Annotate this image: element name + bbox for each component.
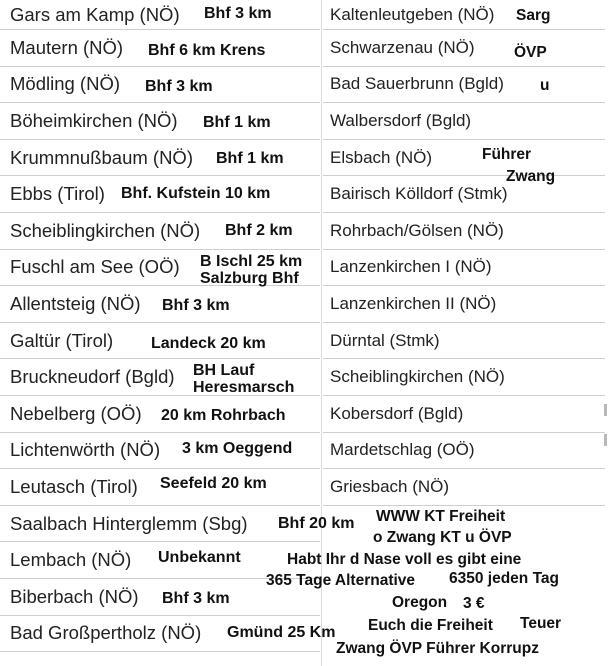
table-row xyxy=(323,176,605,213)
station-note: Bhf 3 km xyxy=(204,5,272,22)
place-name: Schwarzenau (NÖ) xyxy=(330,37,475,57)
station-note: B Ischl 25 km xyxy=(200,253,303,270)
place-name: Dürntal (Stmk) xyxy=(330,330,440,350)
place-name: Kaltenleutgeben (NÖ) xyxy=(330,4,495,24)
message-line: 6350 jeden Tag xyxy=(449,570,559,587)
message-line: 3 € xyxy=(463,595,485,612)
table-row xyxy=(0,506,320,543)
handwritten-word: u xyxy=(540,77,550,94)
station-note: Bhf 2 km xyxy=(225,222,293,239)
station-note: Seefeld 20 km xyxy=(160,475,267,492)
station-note: Landeck 20 km xyxy=(151,335,266,352)
message-line: Oregon xyxy=(392,594,448,611)
place-name: Fuschl am See (OÖ) xyxy=(10,256,180,278)
place-name: Griesbach (NÖ) xyxy=(330,476,450,496)
message-line: o Zwang KT u ÖVP xyxy=(373,529,512,546)
table-row xyxy=(0,0,320,30)
station-note: Bhf. Kufstein 10 km xyxy=(121,185,271,202)
message-line: 365 Tage Alternative xyxy=(266,572,416,589)
place-name: Scheiblingkirchen (NÖ) xyxy=(10,219,201,241)
place-name: Böheimkirchen (NÖ) xyxy=(10,109,178,131)
handwritten-word: ÖVP xyxy=(514,44,547,61)
station-note: Bhf 20 km xyxy=(278,515,355,532)
table-row xyxy=(323,213,605,250)
place-name: Lichtenwörth (NÖ) xyxy=(10,439,161,461)
right-place-column xyxy=(323,0,605,506)
station-note: BH Lauf xyxy=(193,362,255,379)
handwritten-word: Führer xyxy=(482,146,532,163)
station-note: Unbekannt xyxy=(158,549,241,566)
station-note: 3 km Oeggend xyxy=(182,440,293,457)
place-name: Lanzenkirchen II (NÖ) xyxy=(330,293,497,313)
edge-mark xyxy=(604,434,607,446)
place-name: Bad Großpertholz (NÖ) xyxy=(10,622,202,644)
place-name: Bairisch Kölldorf (Stmk) xyxy=(330,184,508,204)
place-name: Lembach (NÖ) xyxy=(10,549,132,571)
station-note: Heresmarsch xyxy=(193,379,295,396)
station-note: Salzburg Bhf xyxy=(200,270,299,287)
message-line: Habt Ihr d Nase voll es gibt eine xyxy=(287,551,522,568)
table-row xyxy=(323,396,605,433)
station-note: Bhf 3 km xyxy=(162,590,230,607)
station-note: Bhf 6 km Krens xyxy=(148,42,266,59)
station-note: Bhf 1 km xyxy=(203,114,271,131)
place-name: Krummnußbaum (NÖ) xyxy=(10,146,193,168)
table-row xyxy=(323,433,605,470)
place-name: Mardetschlag (OÖ) xyxy=(330,440,475,460)
table-row xyxy=(323,30,605,67)
place-name: Mautern (NÖ) xyxy=(10,36,124,58)
station-note: Bhf 3 km xyxy=(145,78,213,95)
place-name: Mödling (NÖ) xyxy=(10,73,120,95)
message-line: Zwang ÖVP Führer Korrupz xyxy=(336,640,539,657)
place-name: Kobersdorf (Bgld) xyxy=(330,403,464,423)
place-name: Scheiblingkirchen (NÖ) xyxy=(330,367,505,387)
edge-mark xyxy=(604,404,607,416)
place-name: Ebbs (Tirol) xyxy=(10,183,105,205)
station-note: 20 km Rohrbach xyxy=(161,407,286,424)
table-row xyxy=(323,359,605,396)
place-name: Allentsteig (NÖ) xyxy=(10,292,141,314)
place-name: Bruckneudorf (Bgld) xyxy=(10,366,175,388)
table-row xyxy=(323,250,605,287)
place-name: Nebelberg (OÖ) xyxy=(10,402,142,424)
message-line: WWW KT Freiheit xyxy=(376,508,506,525)
table-row xyxy=(323,140,605,177)
table-row xyxy=(0,286,320,323)
place-name: Galtür (Tirol) xyxy=(10,329,114,351)
station-note: Gmünd 25 Km xyxy=(227,624,336,641)
place-name: Lanzenkirchen I (NÖ) xyxy=(330,257,492,277)
place-name: Rohrbach/Gölsen (NÖ) xyxy=(330,220,504,240)
table-row xyxy=(323,469,605,506)
table-row xyxy=(323,103,605,140)
handwritten-word: Zwang xyxy=(506,168,556,185)
place-name: Saalbach Hinterglemm (Sbg) xyxy=(10,512,248,534)
place-name: Elsbach (NÖ) xyxy=(330,147,433,167)
table-row xyxy=(323,323,605,360)
table-row xyxy=(323,67,605,104)
table-row xyxy=(323,286,605,323)
station-note: Bhf 1 km xyxy=(216,150,284,167)
message-line: Euch die Freiheit xyxy=(368,617,493,634)
place-name: Gars am Kamp (NÖ) xyxy=(10,3,180,25)
place-name: Leutasch (Tirol) xyxy=(10,475,138,497)
place-name: Biberbach (NÖ) xyxy=(10,585,139,607)
place-name: Walbersdorf (Bgld) xyxy=(330,110,472,130)
message-line: Teuer xyxy=(520,615,562,632)
handwritten-word: Sarg xyxy=(516,7,551,24)
station-note: Bhf 3 km xyxy=(162,297,230,314)
table-row xyxy=(0,103,320,140)
table-row xyxy=(323,0,605,30)
place-name: Bad Sauerbrunn (Bgld) xyxy=(330,74,504,94)
